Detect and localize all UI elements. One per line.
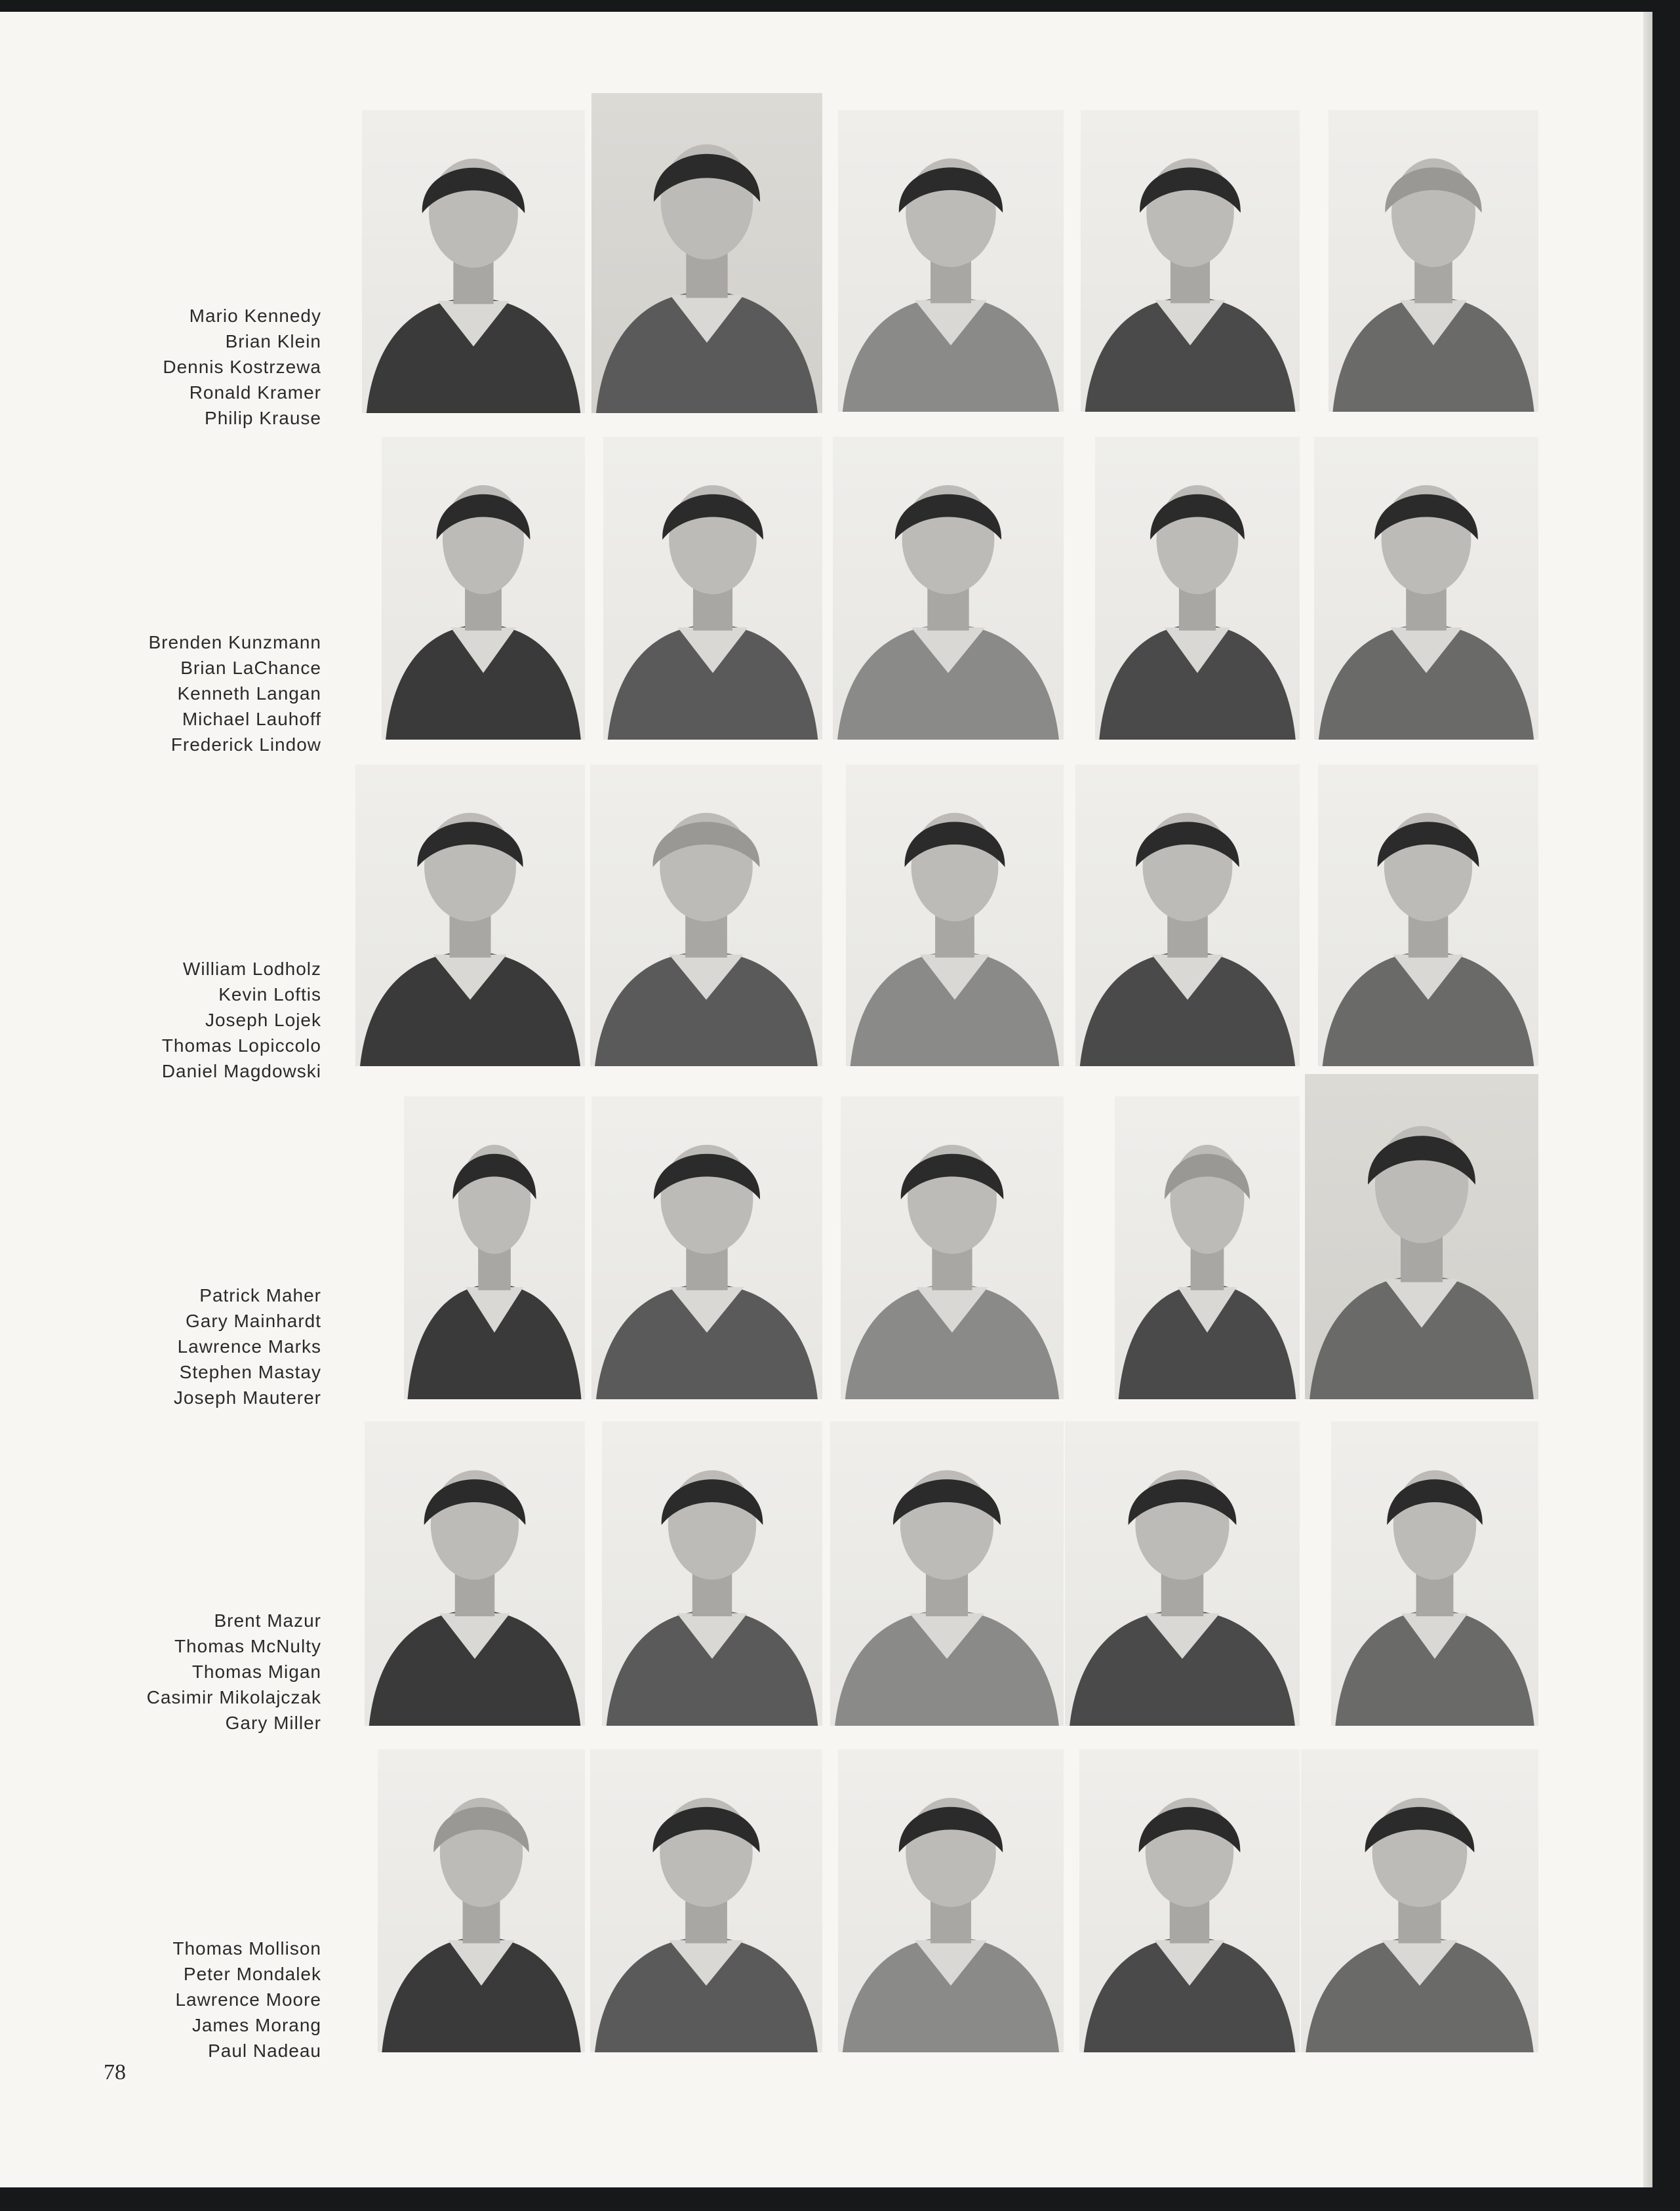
student-name: Joseph Lojek bbox=[205, 1010, 321, 1030]
portrait-photo bbox=[1301, 1749, 1538, 2052]
neck bbox=[453, 262, 493, 304]
portrait-photo bbox=[841, 1096, 1064, 1399]
student-name: Frederick Lindow bbox=[170, 734, 321, 755]
student-name: Brent Mazur bbox=[214, 1610, 321, 1631]
neck bbox=[1416, 1574, 1454, 1616]
neck bbox=[1409, 915, 1448, 957]
portrait-silhouette bbox=[1081, 110, 1300, 412]
student-name: Lawrence Moore bbox=[175, 1989, 321, 2010]
portrait-photo bbox=[1075, 765, 1300, 1066]
row-6-names bbox=[172, 1936, 321, 2063]
student-name: Brenden Kunzmann bbox=[148, 632, 321, 652]
row-2-names bbox=[148, 629, 321, 757]
neck bbox=[1398, 1901, 1441, 1943]
student-name: Brian LaChance bbox=[180, 658, 321, 678]
neck bbox=[1167, 915, 1208, 957]
portrait-photo bbox=[1065, 1422, 1300, 1726]
portrait-photo bbox=[1079, 1749, 1300, 2052]
student-name: Paul Nadeau bbox=[208, 2041, 321, 2061]
portrait-silhouette bbox=[355, 765, 585, 1066]
portrait-silhouette bbox=[1318, 765, 1538, 1066]
neck bbox=[1191, 1248, 1224, 1290]
portrait-silhouette bbox=[1305, 1074, 1538, 1399]
portrait-photo bbox=[365, 1422, 585, 1726]
neck bbox=[927, 588, 969, 631]
portrait-photo bbox=[1115, 1096, 1300, 1399]
student-name: Mario Kennedy bbox=[189, 306, 321, 326]
student-name: Patrick Maher bbox=[199, 1285, 321, 1305]
neck bbox=[686, 253, 727, 298]
neck bbox=[478, 1248, 511, 1290]
neck bbox=[1414, 261, 1452, 303]
neck bbox=[686, 1248, 727, 1290]
neck bbox=[1179, 588, 1216, 631]
neck bbox=[685, 915, 727, 957]
portrait-silhouette bbox=[838, 110, 1064, 412]
student-name: Casimir Mikolajczak bbox=[146, 1687, 321, 1707]
yearbook-page bbox=[0, 12, 1652, 2187]
portrait-silhouette bbox=[365, 1422, 585, 1726]
neck bbox=[693, 588, 732, 631]
neck bbox=[930, 261, 971, 303]
neck bbox=[932, 1248, 972, 1290]
neck bbox=[1161, 1574, 1203, 1616]
portrait-photo bbox=[590, 765, 822, 1066]
portrait-silhouette bbox=[838, 1749, 1064, 2052]
portrait-photo bbox=[382, 437, 585, 740]
student-name: James Morang bbox=[191, 2015, 321, 2035]
portrait-silhouette bbox=[591, 1096, 822, 1399]
portrait-photo bbox=[1314, 437, 1538, 740]
portrait-silhouette bbox=[1115, 1096, 1300, 1399]
portrait-photo bbox=[838, 110, 1064, 412]
neck bbox=[935, 915, 974, 957]
student-name: William Lodholz bbox=[182, 959, 321, 979]
row-4-names bbox=[174, 1283, 321, 1410]
portrait-photo bbox=[602, 1422, 822, 1726]
portrait-silhouette bbox=[362, 110, 585, 413]
student-name: Stephen Mastay bbox=[179, 1362, 321, 1382]
row-3-names bbox=[162, 956, 321, 1084]
portrait-silhouette bbox=[1329, 110, 1538, 412]
page-edge bbox=[1643, 12, 1652, 2187]
portrait-photo bbox=[846, 765, 1064, 1066]
portrait-silhouette bbox=[590, 765, 822, 1066]
portrait-photo bbox=[591, 1096, 822, 1399]
portrait-silhouette bbox=[1065, 1422, 1300, 1726]
portrait-silhouette bbox=[602, 1422, 822, 1726]
student-name: Ronald Kramer bbox=[189, 382, 321, 403]
neck bbox=[450, 915, 491, 957]
neck bbox=[1401, 1237, 1443, 1282]
student-name: Thomas Mollison bbox=[172, 1938, 321, 1959]
portrait-silhouette bbox=[846, 765, 1064, 1066]
portrait-silhouette bbox=[603, 437, 822, 740]
student-name: Thomas McNulty bbox=[174, 1636, 321, 1656]
student-name: Daniel Magdowski bbox=[161, 1061, 321, 1081]
portrait-silhouette bbox=[833, 437, 1064, 740]
neck bbox=[455, 1574, 494, 1616]
student-name: Peter Mondalek bbox=[183, 1964, 321, 1984]
neck bbox=[1170, 261, 1210, 303]
student-name: Thomas Migan bbox=[191, 1662, 321, 1682]
neck bbox=[1406, 588, 1447, 631]
portrait-photo bbox=[378, 1749, 585, 2052]
student-name: Gary Miller bbox=[225, 1713, 321, 1733]
portrait-silhouette bbox=[841, 1096, 1064, 1399]
neck bbox=[463, 1901, 500, 1943]
portrait-photo bbox=[591, 93, 822, 413]
portrait-photo bbox=[830, 1422, 1064, 1726]
portrait-photo bbox=[362, 110, 585, 413]
page-number: 78 bbox=[104, 2060, 126, 2084]
neck bbox=[685, 1901, 727, 1943]
neck bbox=[926, 1574, 968, 1616]
neck bbox=[1170, 1901, 1209, 1943]
portrait-silhouette bbox=[830, 1422, 1064, 1726]
row-1-names bbox=[163, 303, 321, 431]
student-name: Kevin Loftis bbox=[218, 984, 321, 1005]
portrait-silhouette bbox=[1075, 765, 1300, 1066]
neck bbox=[692, 1574, 732, 1616]
portrait-photo bbox=[838, 1749, 1064, 2052]
portrait-photo bbox=[1318, 765, 1538, 1066]
portrait-photo bbox=[1305, 1074, 1538, 1399]
student-name: Thomas Lopiccolo bbox=[161, 1035, 321, 1056]
neck bbox=[465, 588, 502, 631]
student-name: Philip Krause bbox=[205, 408, 321, 428]
portrait-silhouette bbox=[378, 1749, 585, 2052]
portrait-photo bbox=[590, 1749, 822, 2052]
student-name: Brian Klein bbox=[225, 331, 321, 351]
portrait-photo bbox=[404, 1096, 585, 1399]
neck bbox=[930, 1901, 971, 1943]
student-name: Gary Mainhardt bbox=[186, 1311, 321, 1331]
row-5-names bbox=[147, 1608, 321, 1736]
portrait-silhouette bbox=[1314, 437, 1538, 740]
portrait-photo bbox=[1081, 110, 1300, 412]
portrait-silhouette bbox=[591, 93, 822, 413]
student-name: Joseph Mauterer bbox=[173, 1387, 321, 1408]
portrait-photo bbox=[603, 437, 822, 740]
portrait-photo bbox=[355, 765, 585, 1066]
portrait-silhouette bbox=[1095, 437, 1300, 740]
portrait-silhouette bbox=[590, 1749, 822, 2052]
portrait-silhouette bbox=[382, 437, 585, 740]
student-name: Dennis Kostrzewa bbox=[163, 357, 321, 377]
student-name: Kenneth Langan bbox=[177, 683, 321, 704]
portrait-silhouette bbox=[1301, 1749, 1538, 2052]
portrait-photo bbox=[1331, 1422, 1538, 1726]
portrait-photo bbox=[1329, 110, 1538, 412]
portrait-photo bbox=[833, 437, 1064, 740]
portrait-silhouette bbox=[1079, 1749, 1300, 2052]
portrait-silhouette bbox=[1331, 1422, 1538, 1726]
student-name: Lawrence Marks bbox=[177, 1336, 321, 1357]
portrait-silhouette bbox=[404, 1096, 585, 1399]
student-name: Michael Lauhoff bbox=[182, 709, 321, 729]
portrait-photo bbox=[1095, 437, 1300, 740]
